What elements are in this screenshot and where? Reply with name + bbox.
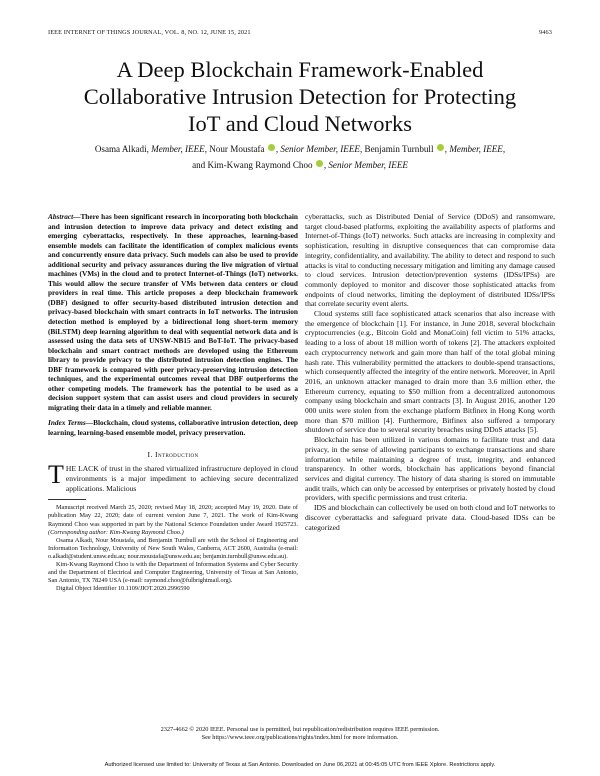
- left-column: [48, 212, 298, 593]
- author-line: [40, 158, 560, 174]
- intro-paragraph: [48, 460, 299, 493]
- index-terms-label: Index Terms—: [48, 418, 94, 428]
- index-terms-text: Blockchain, cloud systems, collaborative intrusion detection, deep learning, learning-based ensemble model, privacy preservation.: [48, 418, 298, 438]
- footnote-affiliation: Kim-Kwang Raymond Choo is with the Department of Information Systems and Cyber Security and the Department of Electrical and Computer Engineering, University of Texas at San Antonio, San Antonio, TX 78249 USA (e-mail: raymond.choo@fulbrightmail.org).: [48, 561, 298, 585]
- author-role: Member, IEEE: [151, 144, 205, 154]
- section-title: Introduction: [155, 449, 199, 459]
- footnote-divider: [48, 499, 86, 500]
- footnote-received-text: Manuscript received March 25, 2020; revised May 18, 2020; accepted May 19, 2020. Date of publication May 22, 2020; date of current version June 7, 2021. The work of Kim-Kwang Raymond Choo was supported in part by the National Science Foundation under Award 1925723.: [48, 504, 298, 528]
- body-paragraph: Blockchain has been utilized in various domains to facilitate trust and data privacy, in the sense of allowing participants to exchange transactions and share information while maintaining a degree of trust, integrity, and enhanced transparency. In other words, blockchain has applications beyond financial services and digital currency. The history of data sharing is stored on immutable audit trails, which can only be accessed by enterprises or privately hosted by cloud providers, with specific permissions and trust criteria.: [305, 435, 555, 503]
- author-name: Osama Alkadi,: [94, 144, 152, 154]
- footnote-received: [48, 504, 298, 536]
- abstract-label: Abstract—: [48, 212, 81, 221]
- license-bar: Authorized licensed use limited to: University of Texas at San Antonio. Downloaded on June 06,2021 at 00:45:05 UTC from IEEE Xplore. Restrictions apply.: [104, 762, 496, 768]
- title-line: IoT and Cloud Networks: [188, 110, 412, 136]
- corresponding-author: (Corresponding author: Kim-Kwang Raymond Choo.): [48, 528, 184, 536]
- author-list: [40, 142, 560, 173]
- copyright-line: See https://www.ieee.org/publications/rights/index.html for more information.: [201, 734, 399, 741]
- footnote-affiliation: Osama Alkadi, Nour Moustafa, and Benjamin Turnbull are with the School of Engineering and Information Technology, University of New South Wales, Canberra, ACT 2600, Australia (e-mail: o.alkadi@student.unsw.edu.au; nour.moustafa@unsw.edu.au; benjamin.turnbull@unsw.edu.au).: [48, 536, 298, 560]
- right-column: [305, 212, 555, 532]
- author-role: , Senior Member, IEEE: [275, 144, 360, 154]
- intro-caps: HE LACK: [65, 464, 99, 474]
- intro-text: of trust in the shared virtualized infrastructure deployed in cloud environments is a major impediment to achieving secure decentralized applications. Malicious: [65, 464, 299, 493]
- running-head: [48, 29, 552, 39]
- section-heading: [48, 450, 298, 460]
- body-paragraph: Cloud systems still face sophisticated attack scenarios that also increase with the emergence of blockchain [1]. For instance, in June 2018, several blockchain cryptocurrencies (e.g., Bitcoin Gold and MonaCoin) fell victim to 51% attacks, leading to a loss of about 18 million worth of tokens [2]. The attackers exploited each cryptocurrency network and gain more than half of the total global mining hash rate. This vulnerability permitted the attackers to double-spend transactions, which consequently affected the integrity of the entire network. Moreover, in April 2016, an unknown attacker managed to drain more than 3.6 million ether, the Ethereum currency, equating to $50 million from a decentralized autonomous company using blockchain and smart contracts [3]. In August 2016, another 120 000 units were stolen from the exchange platform Bitfinex in Hong Kong worth more than $70 million [4]. Furthermore, Bitfinex also suffered a temporary shutdown of service due to several security breaches using DDoS attacks [5].: [305, 309, 555, 435]
- body-paragraph: cyberattacks, such as Distributed Denial of Service (DDoS) and ransomware, target cloud-based platforms, exploiting the availability aspects of platforms and Internet-of-Things (IoT) networks. Such attacks are increasing in complexity and sophistication, resulting in disruptive consequences that can compromise data integrity, confidentiality, and availability. The ability to detect and respond to such attacks is vital to conducting necessary mitigation and limiting any damage caused to cloud services. Intrusion detection/prevention systems (IDSs/IPSs) are commonly deployed to monitor and discover those sophisticated attacks from endpoints of cloud networks, limiting the deployment of distributed IDSs/IPSs that correlate security event alerts.: [305, 212, 555, 309]
- abstract: [48, 212, 298, 412]
- title-line: Collaborative Intrusion Detection for Protecting: [83, 83, 517, 109]
- orcid-icon[interactable]: [268, 144, 275, 151]
- copyright-notice: [48, 726, 552, 742]
- author-name: , Benjamin Turnbull: [359, 144, 434, 154]
- author-role: , Senior Member, IEEE: [323, 159, 408, 170]
- author-line: [40, 142, 560, 158]
- paper-title: [40, 57, 560, 137]
- copyright-line: 2327-4662 © 2020 IEEE. Personal use is permitted, but republication/redistribution requires IEEE permission.: [160, 726, 440, 733]
- author-name: and Kim-Kwang Raymond Choo: [192, 159, 313, 170]
- index-terms: [48, 418, 298, 437]
- section-numeral: I.: [147, 449, 156, 459]
- page-number: 9463: [539, 29, 552, 36]
- footnote-doi: Digital Object Identifier 10.1109/JIOT.2020.2996590: [56, 585, 190, 593]
- footnotes: [48, 504, 298, 593]
- body-paragraph: IDS and blockchain can collectively be used on both cloud and IoT networks to discover cyberattacks and safeguard private data. Cloud-based IDSs can be categorized: [305, 503, 555, 532]
- journal-header: IEEE INTERNET OF THINGS JOURNAL, VOL. 8, NO. 12, JUNE 15, 2021: [48, 29, 251, 36]
- orcid-icon[interactable]: [437, 144, 444, 151]
- abstract-text: There has been significant research in incorporating both blockchain and intrusion detection to improve data privacy and detect existing and emerging cyberattacks, respectively. In these approaches, learning-based ensemble models can facilitate the identification of complex malicious events and concurrently ensure data privacy. Such models can also be used to provide additional security and privacy assurances during the live migration of virtual machines (VMs) in the cloud and to protect Internet-of-Things (IoT) networks. This would allow the secure transfer of VMs between data centers or cloud providers in real time. This article proposes a deep blockchain framework (DBF) designed to offer security-based distributed intrusion detection and privacy-based blockchain with smart contracts in IoT networks. The intrusion detection method is employed by a bidirectional long short-term memory (BiLSTM) deep learning algorithm to deal with sequential network data and is assessed using the data sets of UNSW-NB15 and BoT-IoT. The privacy-based blockchain and smart contract methods are developed using the Ethereum library to provide privacy to the distributed intrusion detection engines. The DBF framework is compared with peer privacy-preserving intrusion detection techniques, and the experimental outcomes reveal that DBF outperforms the other competing models. The framework has the potential to be used as a decision support system that can assist users and cloud providers in securely migrating their data in a timely and reliable manner.: [48, 212, 298, 412]
- drop-cap: T: [48, 460, 64, 490]
- title-line: A Deep Blockchain Framework-Enabled: [116, 57, 484, 82]
- orcid-icon[interactable]: [316, 160, 323, 167]
- author-role: , Member, IEEE,: [444, 144, 506, 154]
- author-name: , Nour Moustafa: [204, 144, 265, 154]
